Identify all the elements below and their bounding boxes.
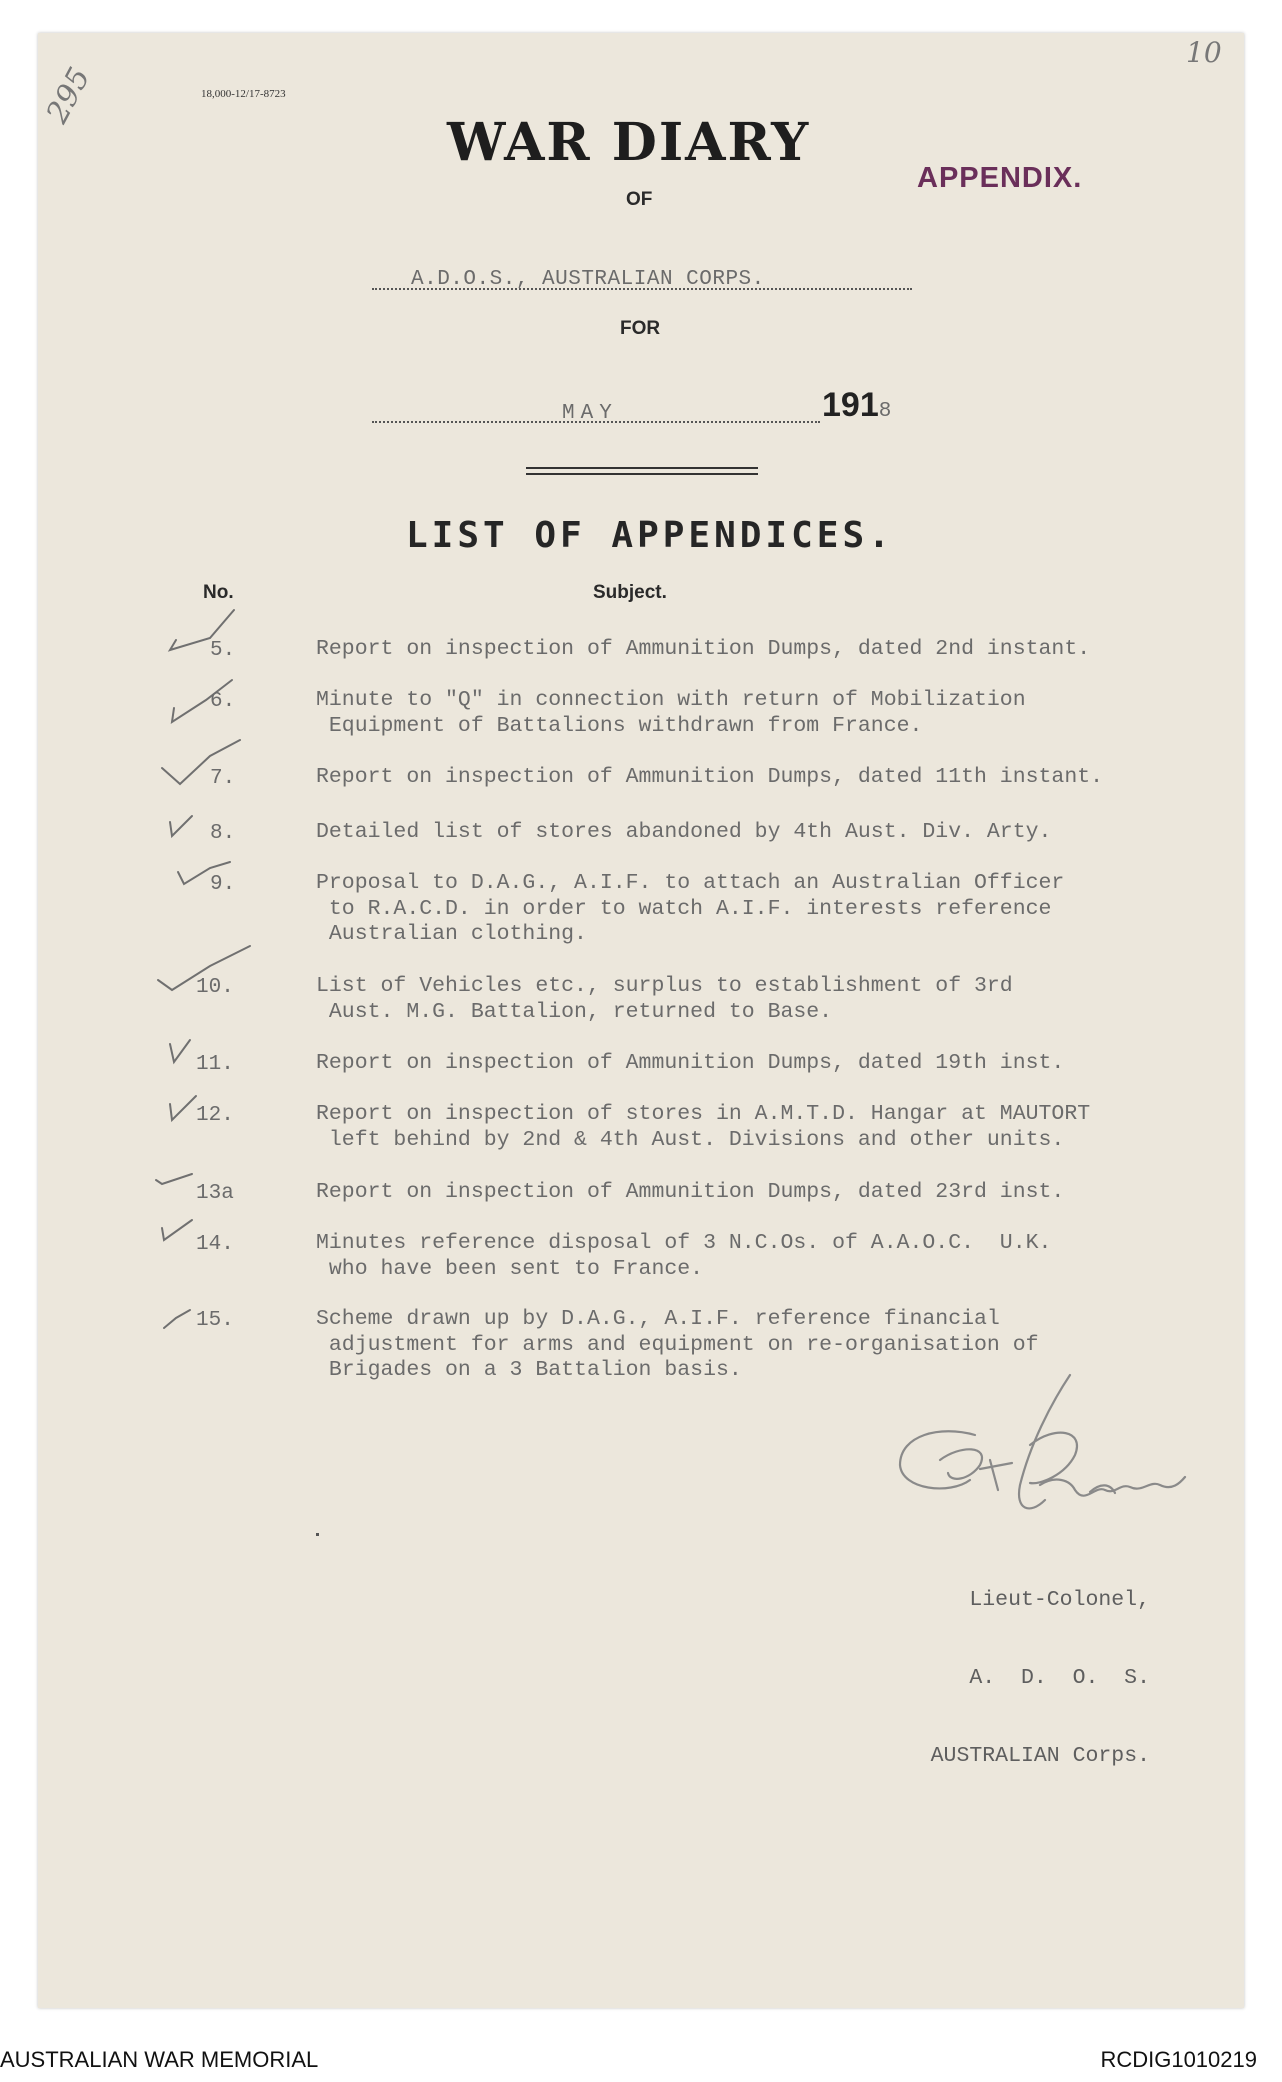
double-rule [526,467,758,475]
entry-subject: Report on inspection of stores in A.M.T.D. Hangar at MAUTORT left behind by 2nd & 4th Aust. Divisions and other units. [316,1102,1091,1152]
signature-formation: AUSTRALIAN Corps. [930,1744,1150,1768]
year [822,386,891,425]
entry-number: 5. [210,639,236,662]
entry-subject: Report on inspection of Ammunition Dumps, dated 2nd instant. [316,637,1091,661]
signature-appointment: A. D. O. S. [969,1666,1150,1690]
entry-number: 6. [210,690,236,713]
entry-subject: Report on inspection of Ammunition Dumps, dated 23rd inst. [316,1180,1065,1204]
entry-subject: Minute to "Q" in connection with return of Mobilization Equipment of Battalions withdrawn from France. [316,688,1026,738]
entry-number: 10. [196,976,234,999]
tick-14 [162,1220,192,1240]
footer-record-id: RCDIG1010219 [1100,2047,1257,2072]
list-heading: LIST OF APPENDICES. [406,515,894,556]
year-prefix: 191 [822,386,879,424]
entry-number: 11. [196,1053,234,1076]
tick-12 [170,1096,196,1120]
of-label: OF [626,189,653,210]
entry-number: 7. [210,767,236,790]
tick-8 [170,816,192,836]
footer-archive-name: AUSTRALIAN WAR MEMORIAL [0,2047,319,2072]
year-suffix: 8 [878,400,892,423]
column-subject: Subject. [593,582,667,603]
entry-number: 8. [210,822,236,845]
page-number-note: 10 [1186,36,1222,69]
entry-subject: Scheme drawn up by D.A.G., A.I.F. reference financial adjustment for arms and equipment on re-organisation of Brigades on a 3 Battalion basis. [316,1307,1039,1382]
entry-number: 15. [196,1309,234,1332]
entry-number: 13a [196,1182,234,1205]
column-no: No. [203,582,234,603]
tick-marks [150,600,260,1340]
month: MAY [562,402,618,425]
entry-subject: Minutes reference disposal of 3 N.C.Os. of A.A.O.C. U.K. who have been sent to France. [316,1231,1052,1281]
tick-15 [164,1310,190,1328]
entry-number: 12. [196,1104,234,1127]
signature-rank: Lieut-Colonel, [969,1588,1150,1612]
unit-name: A.D.O.S., AUSTRALIAN CORPS. [411,268,765,291]
document-title: WAR DIARY [447,112,811,173]
stray-mark [316,1533,319,1536]
entry-number: 9. [210,873,236,896]
tick-11 [170,1040,190,1062]
entry-number: 14. [196,1233,234,1256]
form-number: 18,000-12/17-8723 [201,88,286,100]
entry-subject: Report on inspection of Ammunition Dumps, dated 19th inst. [316,1051,1065,1075]
entry-subject: List of Vehicles etc., surplus to establishment of 3rd Aust. M.G. Battalion, returned to Base. [316,974,1013,1024]
signature-block [820,1535,1150,1795]
for-label: FOR [620,318,661,339]
margin-note: 295 [39,62,98,129]
appendix-stamp: APPENDIX. [917,162,1083,194]
tick-13a [156,1174,192,1184]
handwritten-signature [880,1365,1200,1545]
entry-subject: Detailed list of stores abandoned by 4th Aust. Div. Arty. [316,820,1052,844]
entry-subject: Report on inspection of Ammunition Dumps, dated 11th instant. [316,765,1104,789]
entry-subject: Proposal to D.A.G., A.I.F. to attach an Australian Officer to R.A.C.D. in order to watch A.I.F. interests reference Australian clothing. [316,871,1065,946]
